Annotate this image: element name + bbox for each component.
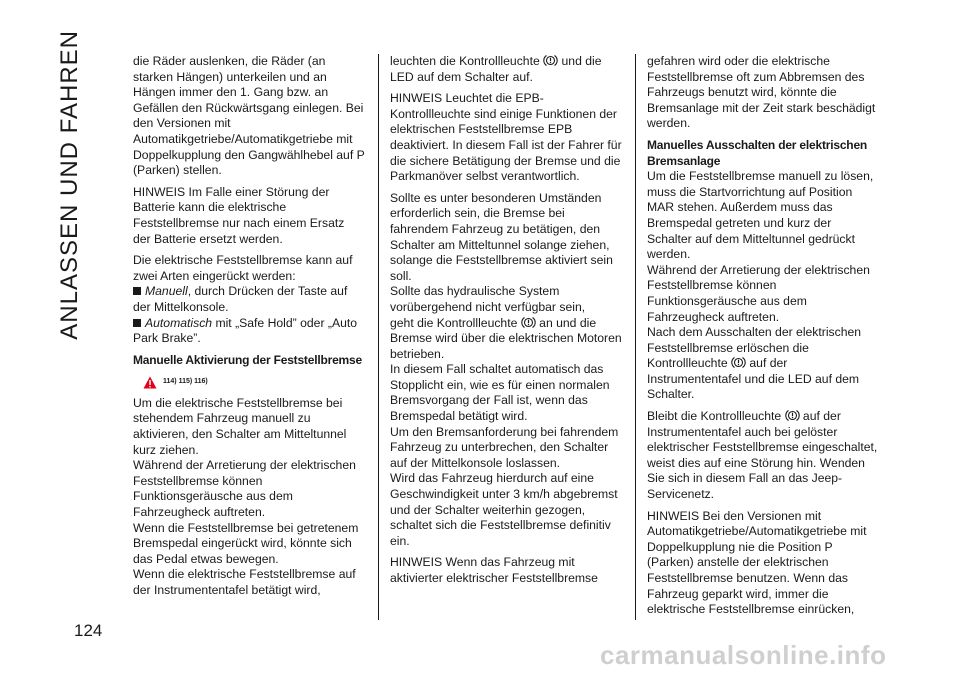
- text-column-2: [390, 54, 622, 587]
- text-run: auf der Instrumententafel und die LED auf dem Schalter.: [647, 356, 860, 402]
- paragraph: gefahren wird oder die elektrische Feststellbremse oft zum Abbremsen des Fahrzeugs benutzt wird, könnte die Bremsanlage mit der Zeit stark beschädigt werden.: [647, 54, 876, 131]
- bullet-square-icon: [133, 287, 141, 295]
- paragraph: Um die Feststellbremse manuell zu lösen, muss die Startvorrichtung auf Position MAR stehen. Außerdem muss das Bremspedal getreten und kurz der Schalter auf dem Mitteltunnel gedrückt werden.: [647, 169, 874, 262]
- section-heading: Manuelles Ausschalten der elektrischen Bremsanlage: [647, 137, 868, 168]
- list-item-text: mit „Safe Hold” oder „Auto Park Brake”.: [133, 315, 358, 346]
- section-heading: Manuelle Aktivierung der Feststellbremse: [133, 352, 362, 367]
- paragraph: Sollte das hydraulische System vorübergehend nicht verfügbar sein,: [390, 284, 586, 314]
- paragraph: [647, 409, 879, 503]
- text-run: leuchten die Kontrollleuchte: [390, 54, 544, 68]
- warning-triangle-icon: [143, 376, 157, 389]
- text-run: auf der Instrumententafel auch bei gelöster elektrischer Feststellbremse eingeschaltet, weist dies auf eine Störung hin. Wenden Sie sich in diesem Fall an das Jeep-Servicenetz.: [647, 409, 878, 502]
- epb-warning-icon: [785, 409, 800, 422]
- column-divider: [378, 54, 379, 620]
- paragraph: Wird das Fahrzeug hierdurch auf eine Geschwindigkeit unter 3 km/h abgebremst und der Schalter weiterhin gezogen, schaltet sich die Feststellbremse definitiv ein.: [390, 471, 618, 548]
- paragraph: Um die elektrische Feststellbremse bei stehendem Fahrzeug manuell zu aktivieren, den Schalter am Mitteltunnel kurz ziehen.: [133, 395, 347, 457]
- watermark: carmanualsonline.info: [600, 640, 887, 670]
- text-run: Bleibt die Kontrollleuchte: [647, 409, 785, 424]
- warning-references: [143, 374, 365, 390]
- page-number: 124: [74, 621, 103, 640]
- text-column-1: [133, 54, 365, 599]
- note-paragraph: HINWEIS Leuchtet die EPB-Kontrollleuchte sind einige Funktionen der elektrischen Feststellbremse EPB deaktiviert. In diesem Fall ist der Fahrer für die sichere Betätigung der Bremse und die Parkmanöver selbst verantwortlich.: [390, 91, 622, 184]
- column-divider: [635, 54, 636, 620]
- epb-warning-icon: [731, 356, 746, 369]
- list-item: [133, 316, 365, 347]
- list-item-term: Manuell: [145, 284, 188, 299]
- paragraph: Die elektrische Feststellbremse kann auf zwei Arten eingerückt werden:: [133, 253, 353, 283]
- text-run: geht die Kontrollleuchte: [390, 315, 521, 330]
- paragraph: [390, 316, 622, 363]
- paragraph: Während der Arretierung der elektrischen Feststellbremse können Funktionsgeräusche aus dem Fahrzeugheck auftreten.: [647, 262, 870, 324]
- paragraph: die Räder auslenken, die Räder (an starken Hängen) unterkeilen und an Hängen immer den 1. Gang bzw. an Gefällen den Rückwärtsgang einlegen. Bei den Versionen mit Automatikgetriebe/Automatikgetriebe mit Doppelkupplung den Gangwählhebel auf P (Parken) stellen.: [133, 54, 365, 178]
- bullet-square-icon: [133, 319, 141, 327]
- note-paragraph: HINWEIS Im Falle einer Störung der Batterie kann die elektrische Feststellbremse nur nach einem Ersatz der Batterie ersetzt werden.: [133, 184, 345, 246]
- note-paragraph: HINWEIS Wenn das Fahrzeug mit aktivierter elektrischer Feststellbremse: [390, 555, 598, 585]
- epb-warning-icon: [521, 316, 536, 329]
- chapter-side-title: [52, 30, 88, 340]
- epb-warning-icon: [543, 54, 558, 67]
- chapter-title-text: ANLASSEN UND FAHREN: [56, 30, 83, 340]
- paragraph: In diesem Fall schaltet automatisch das Stopplicht ein, wie es für einen normalen Bremsvorgang der Fall ist, wenn das Bremspedal betätigt wird.: [390, 362, 610, 424]
- paragraph: Sollte es unter besonderen Umständen erforderlich sein, die Bremse bei fahrendem Fahrzeug zu betätigen, den Schalter am Mitteltunnel solange ziehen, solange die Feststellbremse aktiviert sein soll.: [390, 190, 613, 283]
- list-item: [133, 284, 365, 315]
- paragraph: Wenn die Feststellbremse bei getretenem Bremspedal eingerückt wird, könnte sich das Pedal etwas bewegen.: [133, 520, 359, 566]
- text-run: an und die Bremse wird über die elektrischen Motoren betrieben.: [390, 315, 622, 361]
- text-run: Nach dem Ausschalten der elektrischen Feststellbremse erlöschen die Kontrollleuchte: [647, 325, 862, 371]
- paragraph: Wenn die elektrische Feststellbremse auf der Instrumententafel betätigt wird,: [133, 567, 356, 597]
- list-item-text: , durch Drücken der Taste auf der Mittelkonsole.: [133, 284, 348, 314]
- paragraph: Um den Bremsanforderung bei fahrendem Fahrzeug zu unterbrechen, den Schalter auf der Mittelkonsole loslassen.: [390, 424, 619, 470]
- list-item-term: Automatisch: [145, 315, 213, 330]
- text-column-3: [647, 54, 879, 618]
- text-run: und die LED auf dem Schalter auf.: [390, 54, 602, 84]
- paragraph: [390, 54, 622, 85]
- paragraph: Während der Arretierung der elektrischen Feststellbremse können Funktionsgeräusche aus dem Fahrzeugheck auftreten.: [133, 458, 356, 520]
- note-paragraph: HINWEIS Bei den Versionen mit Automatikgetriebe/Automatikgetriebe mit Doppelkupplung nie die Position P (Parken) anstelle der elektrischen Feststellbremse benutzen. Wenn das Fahrzeug geparkt wird, immer die elektrische Feststellbremse einrücken,: [647, 508, 867, 617]
- warning-reference-numbers: 114) 115) 116): [163, 378, 208, 386]
- paragraph: [647, 325, 879, 403]
